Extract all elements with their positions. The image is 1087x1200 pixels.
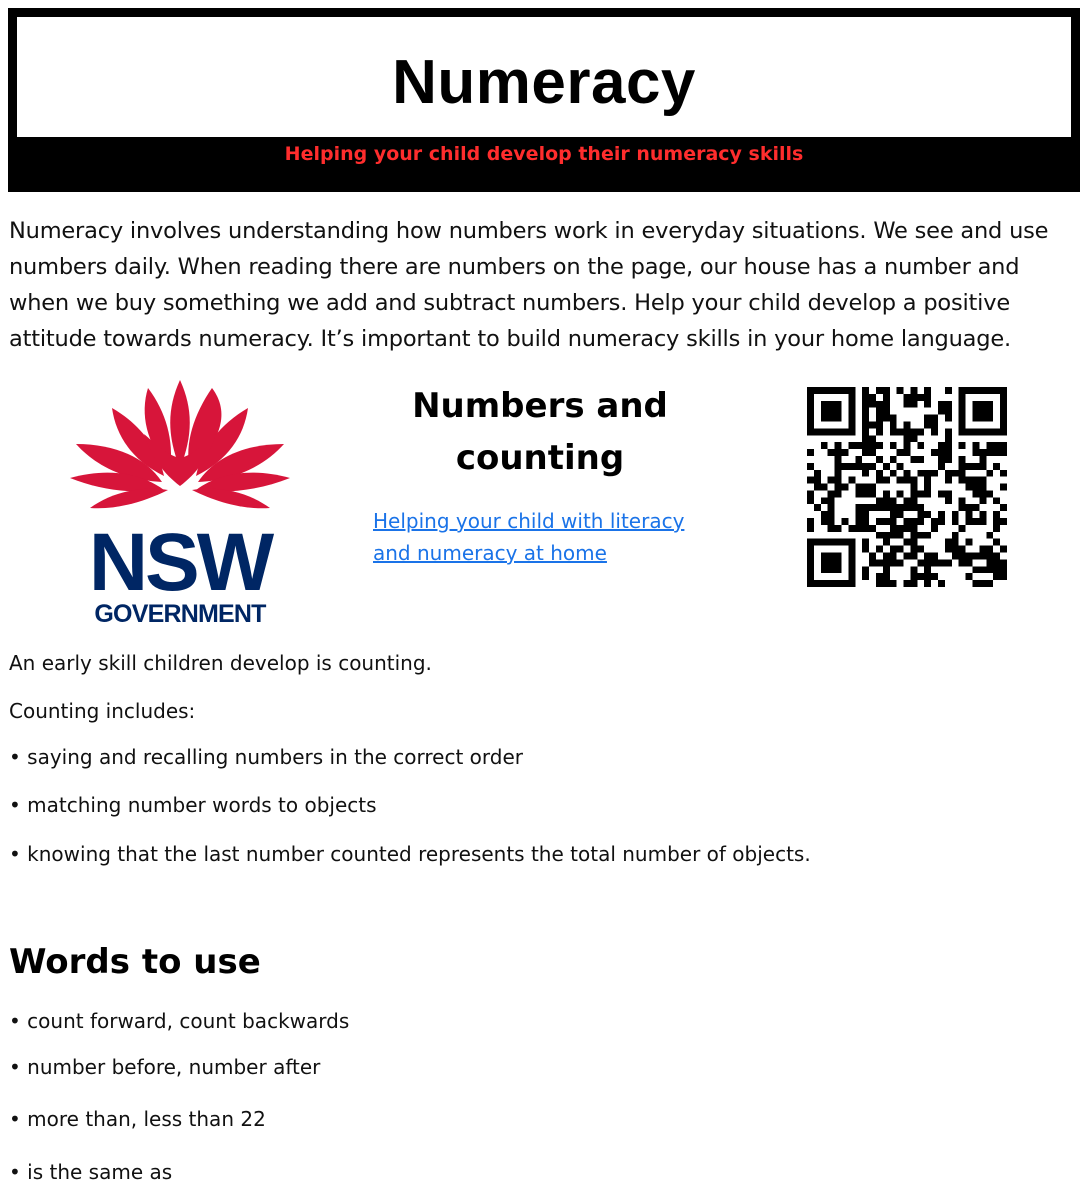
words-item-2: • number before, number after xyxy=(9,1055,321,1079)
header-banner xyxy=(8,8,1080,192)
logo-text-nsw: NSW xyxy=(88,517,272,608)
link-line2[interactable]: and numeracy at home xyxy=(373,541,607,565)
waratah-flower-icon xyxy=(70,380,290,508)
words-heading: Words to use xyxy=(9,942,261,982)
page-subtitle: Helping your child develop their numeracy skills xyxy=(284,143,804,165)
counting-lead: An early skill children develop is counting. xyxy=(9,651,432,675)
counting-item-3: • knowing that the last number counted represents the total number of objects. xyxy=(9,842,811,866)
link-line1[interactable]: Helping your child with literacy xyxy=(373,509,685,533)
words-item-4: • is the same as xyxy=(9,1160,173,1184)
section-title-line1: Numbers and xyxy=(412,386,668,426)
qr-modules xyxy=(807,387,1007,587)
logo-text-government: GOVERNMENT xyxy=(94,600,266,628)
counting-item-2: • matching number words to objects xyxy=(9,793,377,817)
nsw-government-logo xyxy=(60,378,300,628)
intro-paragraph: Numeracy involves understanding how numbers work in everyday situations. We see and use numbers daily. When reading there are numbers on the page, our house has a number and when we buy something we add and subtract numbers. Help your child develop a positive attitude towards numeracy. It’s important to build numeracy skills in your home language. xyxy=(9,218,1049,352)
qr-code-icon xyxy=(806,387,1008,587)
counting-item-1: • saying and recalling numbers in the correct order xyxy=(9,745,523,769)
words-item-3: • more than, less than 22 xyxy=(9,1107,266,1131)
page-title: Numeracy xyxy=(392,48,696,117)
helping-child-link[interactable] xyxy=(373,505,723,569)
counting-includes-label: Counting includes: xyxy=(9,699,196,723)
section-title-numbers-counting xyxy=(370,380,710,484)
section-title-line2: counting xyxy=(455,438,625,478)
words-item-1: • count forward, count backwards xyxy=(9,1009,350,1033)
